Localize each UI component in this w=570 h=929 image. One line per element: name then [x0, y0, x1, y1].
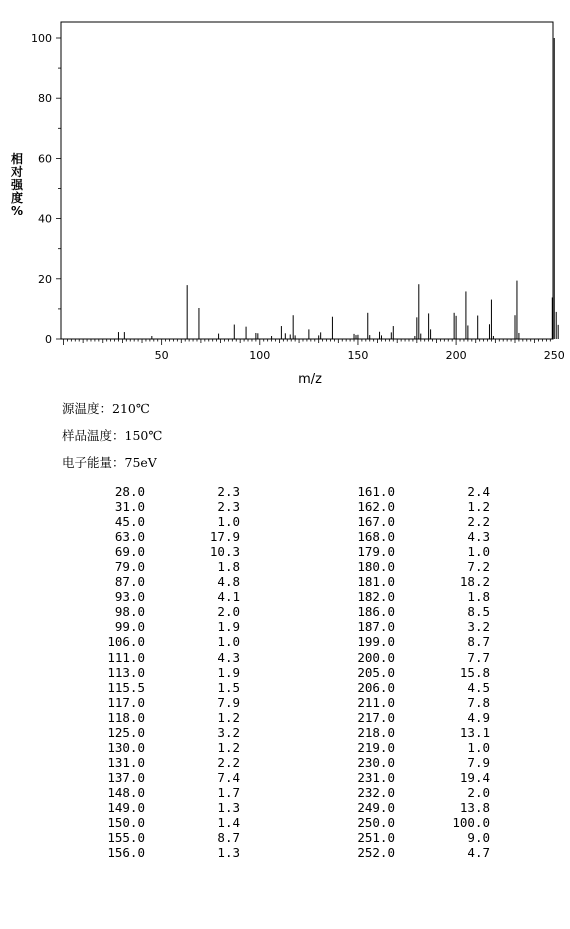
x-tick-label: 150: [347, 349, 369, 362]
peak-mz: 150.0: [107, 815, 145, 831]
peak-mz: 106.0: [107, 634, 145, 650]
peak-mz: 148.0: [107, 784, 145, 800]
peak-mz: 117.0: [107, 694, 145, 710]
peak-abundance: 7.9: [467, 754, 490, 770]
peak-table-right: [330, 484, 490, 860]
peak-row: [80, 710, 240, 725]
y-axis: [31, 32, 61, 346]
peak-mz: 125.0: [107, 724, 145, 740]
peak-abundance: 4.5: [467, 679, 490, 695]
x-axis-label: m/z: [298, 372, 322, 387]
peak-abundance: 1.2: [467, 499, 490, 515]
peak-mz: 205.0: [357, 664, 395, 680]
peak-abundance: 7.4: [217, 769, 240, 785]
peak-mz: 232.0: [357, 784, 395, 800]
peak-mz: 45.0: [114, 514, 145, 530]
peak-abundance: 13.8: [459, 799, 490, 815]
peak-mz: 230.0: [357, 754, 395, 770]
peak-mz: 137.0: [107, 769, 145, 785]
peak-mz: 31.0: [114, 499, 145, 515]
peak-abundance: 2.0: [467, 784, 490, 800]
peak-mz: 69.0: [114, 544, 145, 560]
peak-row: [80, 665, 240, 680]
peak-abundance: 9.0: [467, 830, 490, 846]
plot-frame: [61, 22, 553, 339]
peak-abundance: 1.2: [217, 739, 240, 755]
peak-mz: 79.0: [114, 559, 145, 575]
peak-mz: 98.0: [114, 604, 145, 620]
x-tick-label: 50: [154, 349, 169, 362]
peak-row: [80, 589, 240, 604]
y-tick-label: 60: [38, 152, 52, 166]
peak-row: [330, 574, 490, 589]
peak-row: [330, 845, 490, 860]
peak-mz: 179.0: [357, 544, 395, 560]
peak-row: [80, 559, 240, 574]
peak-abundance: 4.7: [467, 845, 490, 861]
peak-mz: 186.0: [357, 604, 395, 620]
peak-row: [330, 619, 490, 634]
peak-table-left: [80, 484, 240, 860]
peak-row: [80, 574, 240, 589]
peak-abundance: 1.4: [217, 815, 240, 831]
peak-mz: 218.0: [357, 724, 395, 740]
peak-abundance: 2.2: [467, 514, 490, 530]
peak-abundance: 15.8: [459, 664, 490, 680]
peak-mz: 161.0: [357, 484, 395, 499]
peak-mz: 252.0: [357, 845, 395, 861]
peak-mz: 187.0: [357, 619, 395, 635]
peak-mz: 87.0: [114, 574, 145, 590]
peak-row: [80, 695, 240, 710]
x-tick-label: 200: [445, 349, 467, 362]
peak-row: [330, 484, 490, 499]
peak-mz: 131.0: [107, 754, 145, 770]
peak-row: [80, 499, 240, 514]
peak-row: [80, 680, 240, 695]
peak-mz: 231.0: [357, 769, 395, 785]
y-tick-label: 100: [31, 32, 52, 45]
peak-row: [80, 800, 240, 815]
peak-abundance: 4.8: [217, 574, 240, 590]
peak-row: [330, 634, 490, 649]
peak-mz: 118.0: [107, 709, 145, 725]
peak-abundance: 4.1: [217, 589, 240, 605]
x-tick-label: 250: [543, 349, 565, 362]
peak-mz: 182.0: [357, 589, 395, 605]
peak-row: [80, 770, 240, 785]
peak-mz: 155.0: [107, 830, 145, 846]
peak-mz: 111.0: [107, 649, 145, 665]
peak-row: [80, 650, 240, 665]
peak-row: [80, 484, 240, 499]
peak-abundance: 10.3: [209, 544, 240, 560]
peak-abundance: 1.0: [217, 634, 240, 650]
peak-abundance: 1.3: [217, 845, 240, 861]
peak-abundance: 13.1: [459, 724, 490, 740]
peak-abundance: 2.2: [217, 754, 240, 770]
peak-row: [80, 529, 240, 544]
peak-mz: 149.0: [107, 799, 145, 815]
peak-abundance: 1.0: [467, 739, 490, 755]
peak-abundance: 2.3: [217, 484, 240, 499]
peak-row: [80, 785, 240, 800]
peak-mz: 251.0: [357, 830, 395, 846]
peak-row: [80, 755, 240, 770]
peak-row: [80, 514, 240, 529]
peak-mz: 115.5: [107, 679, 145, 695]
peak-row: [330, 499, 490, 514]
peak-row: [330, 830, 490, 845]
peak-row: [80, 544, 240, 559]
peak-abundance: 4.3: [467, 529, 490, 545]
y-tick-label: 20: [38, 272, 52, 286]
peak-row: [80, 830, 240, 845]
peak-abundance: 1.0: [217, 514, 240, 530]
peak-abundance: 1.8: [217, 559, 240, 575]
peak-mz: 249.0: [357, 799, 395, 815]
peak-abundance: 1.9: [217, 619, 240, 635]
peak-mz: 167.0: [357, 514, 395, 530]
peak-mz: 250.0: [357, 815, 395, 831]
peak-abundance: 2.3: [217, 499, 240, 515]
peak-mz: 113.0: [107, 664, 145, 680]
peak-abundance: 1.7: [217, 784, 240, 800]
peak-mz: 200.0: [357, 649, 395, 665]
peak-abundance: 1.3: [217, 799, 240, 815]
peak-mz: 28.0: [114, 484, 145, 499]
peak-abundance: 1.2: [217, 709, 240, 725]
sample-temperature: 样品温度：150℃: [62, 428, 163, 443]
peak-abundance: 19.4: [459, 769, 490, 785]
electron-energy: 电子能量：75eV: [62, 455, 157, 470]
y-tick-label: 80: [38, 92, 52, 106]
y-tick-label: 0: [45, 333, 52, 346]
peak-mz: 199.0: [357, 634, 395, 650]
peak-row: [330, 559, 490, 574]
peak-mz: 217.0: [357, 709, 395, 725]
peak-row: [80, 740, 240, 755]
x-tick-label: 100: [249, 349, 271, 362]
peak-abundance: 8.5: [467, 604, 490, 620]
peak-abundance: 3.2: [217, 724, 240, 740]
peak-mz: 211.0: [357, 694, 395, 710]
plot-border: [61, 22, 553, 339]
peak-row: [330, 695, 490, 710]
peak-row: [330, 514, 490, 529]
peak-row: [330, 710, 490, 725]
peak-row: [330, 589, 490, 604]
peak-mz: 181.0: [357, 574, 395, 590]
source-temperature: 源温度：210℃: [62, 401, 150, 416]
peak-row: [330, 770, 490, 785]
peak-mz: 93.0: [114, 589, 145, 605]
peak-abundance: 3.2: [467, 619, 490, 635]
peak-row: [80, 634, 240, 649]
peak-mz: 219.0: [357, 739, 395, 755]
peak-abundance: 100.0: [452, 815, 490, 831]
peak-row: [80, 619, 240, 634]
x-axis: [64, 339, 565, 362]
peak-row: [330, 604, 490, 619]
peak-mz: 206.0: [357, 679, 395, 695]
peak-row: [80, 604, 240, 619]
y-axis-label: 相对强度%: [10, 152, 24, 218]
peak-row: [330, 544, 490, 559]
y-tick-label: 40: [38, 212, 52, 226]
peak-row: [330, 650, 490, 665]
peak-row: [330, 785, 490, 800]
peak-row: [80, 815, 240, 830]
peak-mz: 63.0: [114, 529, 145, 545]
peak-abundance: 17.9: [209, 529, 240, 545]
peak-abundance: 1.0: [467, 544, 490, 560]
peak-abundance: 4.9: [467, 709, 490, 725]
peak-row: [330, 800, 490, 815]
peak-abundance: 2.4: [467, 484, 490, 499]
peak-mz: 130.0: [107, 739, 145, 755]
peak-mz: 99.0: [114, 619, 145, 635]
peak-row: [330, 755, 490, 770]
peak-abundance: 18.2: [459, 574, 490, 590]
peak-abundance: 1.8: [467, 589, 490, 605]
peak-mz: 168.0: [357, 529, 395, 545]
mass-spectrum-chart: [0, 0, 570, 395]
peak-abundance: 7.8: [467, 694, 490, 710]
peak-mz: 162.0: [357, 499, 395, 515]
peak-mz: 156.0: [107, 845, 145, 861]
peak-row: [80, 725, 240, 740]
peak-row: [330, 740, 490, 755]
peak-row: [80, 845, 240, 860]
peak-abundance: 2.0: [217, 604, 240, 620]
peak-abundance: 1.5: [217, 679, 240, 695]
peak-abundance: 7.7: [467, 649, 490, 665]
peak-row: [330, 680, 490, 695]
peak-abundance: 7.9: [217, 694, 240, 710]
peak-abundance: 8.7: [217, 830, 240, 846]
peak-mz: 180.0: [357, 559, 395, 575]
peak-abundance: 7.2: [467, 559, 490, 575]
peak-abundance: 4.3: [217, 649, 240, 665]
peaks-layer: [118, 38, 558, 339]
peak-row: [330, 529, 490, 544]
peak-abundance: 8.7: [467, 634, 490, 650]
peak-row: [330, 815, 490, 830]
peak-row: [330, 665, 490, 680]
peak-row: [330, 725, 490, 740]
peak-abundance: 1.9: [217, 664, 240, 680]
